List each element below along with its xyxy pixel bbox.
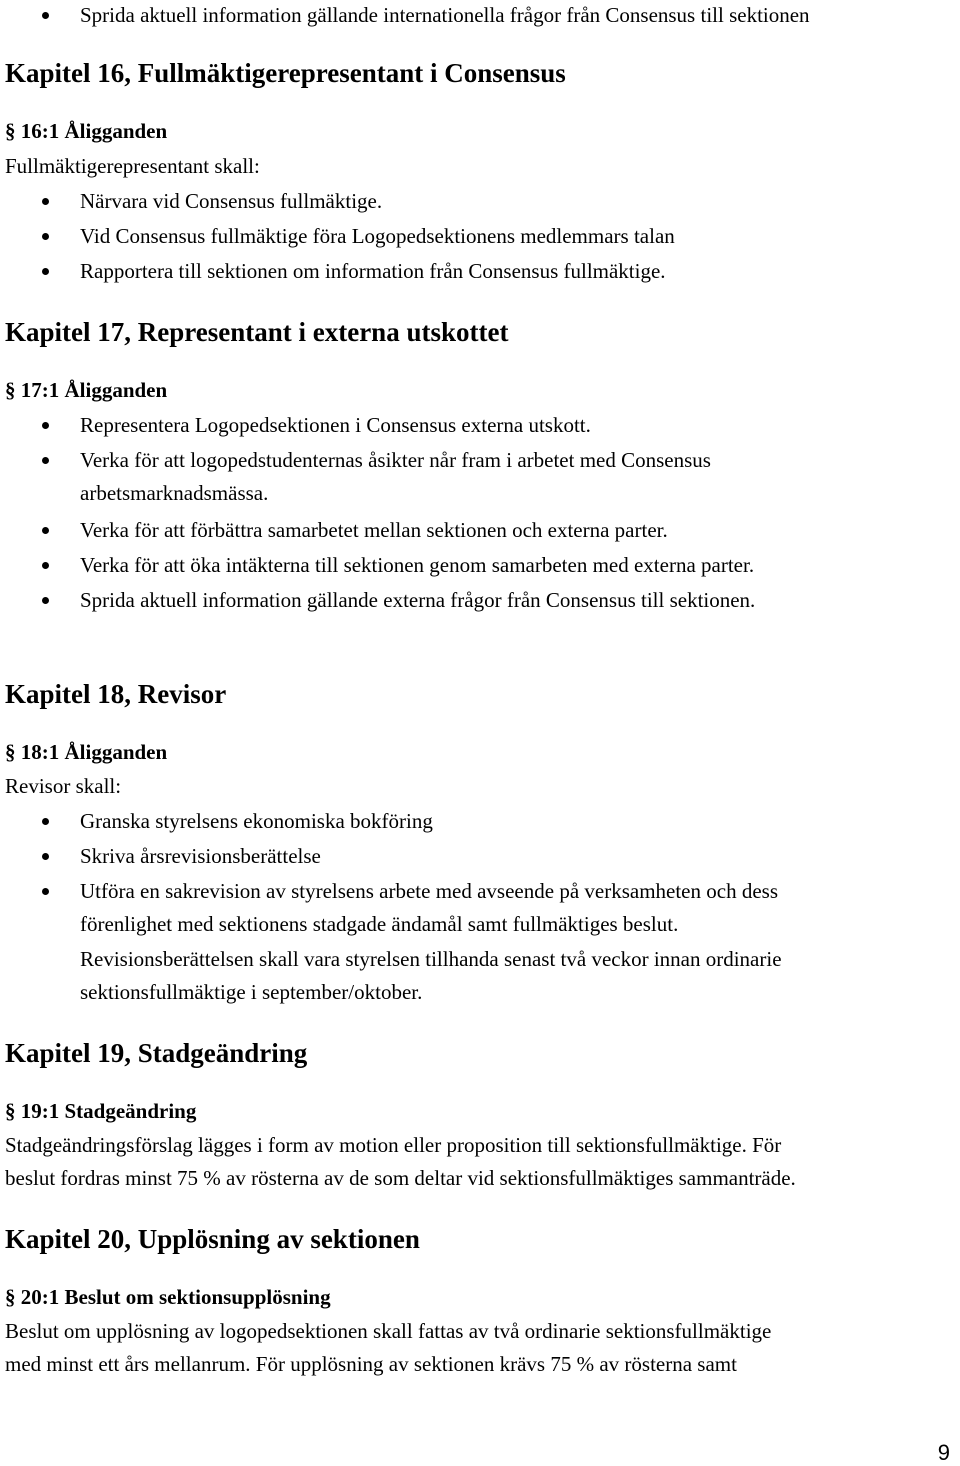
bullet-icon xyxy=(42,527,49,534)
bullet-icon xyxy=(42,597,49,604)
bullet-icon xyxy=(42,268,49,275)
chapter-19-heading: Kapitel 19, Stadgeändring xyxy=(5,1038,308,1068)
section-17-1-heading: § 17:1 Åligganden xyxy=(5,378,168,402)
section-intro: Revisor skall: xyxy=(5,774,122,798)
bullet-icon xyxy=(42,422,49,429)
bullet-icon xyxy=(42,12,49,19)
paragraph-line: med minst ett års mellanrum. För upplösning av sektionen krävs 75 % av rösterna samt xyxy=(5,1352,737,1376)
section-intro: Fullmäktigerepresentant skall: xyxy=(5,154,260,178)
paragraph-line: beslut fordras minst 75 % av rösterna av de som deltar vid sektionsfullmäktiges sammanträde. xyxy=(5,1166,796,1190)
page-number: 9 xyxy=(937,1440,950,1465)
document-page: Sprida aktuell information gällande internationella frågor från Consensus till sektionen Kapitel 16, Fullmäktigerepresentant i Consensus § 16:1 Åligganden Fullmäktigerepresentant skall: Närvara vid Consensus fullmäktige. Vid Consensus fullmäktige föra Logopedsektionens medlemmars talan Rapportera till sektionen om information från Consensus fullmäktige. Kapitel 17, Representant i externa utskottet § 17:1 Åligganden Representera Logopedsektionen i Consensus externa utskott. Verka för att logopedstudenternas åsikter når fram i arbetet med Consensus arbetsmarknadsmässa. Verka för att förbättra samarbetet mellan sektionen och externa parter. Verka för att öka intäkterna till sektionen genom samarbeten med externa parter. Sprida aktuell information gällande externa frågor från Consensus till sektionen. Kapitel 18, Revisor § 18:1 Åligganden Revisor skall: Granska styrelsens ekonomiska bokföring Skriva årsrevisionsberättelse Utföra en sakrevision av styrelsens arbete med avseende på verksamheten och dess förenlighet med sektionens stadgade ändamål samt fullmäktiges beslut. Revisionsberättelsen skall vara styrelsen tillhanda senast två veckor innan ordinarie sektionsfullmäktige i september/oktober. Kapitel 19, Stadgeändring § 19:1 Stadgeändring Stadgeändringsförslag lägges i form av motion eller proposition till sektionsfullmäktige. För beslut fordras minst 75 % av rösterna av de som deltar vid sektionsfullmäktiges sammanträde. Kapitel 20, Upplösning av sektionen § 20:1 Beslut om sektionsupplösning Beslut om upplösning av logopedsektionen skall fattas av två ordinarie sektionsfullmäktige med minst ett års mellanrum. För upplösning av sektionen krävs 75 % av rösterna samt 9 xyxy=(5,3,950,1465)
section-20-1-heading: § 20:1 Beslut om sektionsupplösning xyxy=(5,1285,331,1309)
chapter-17-heading: Kapitel 17, Representant i externa utskottet xyxy=(5,317,509,347)
chapter-20-heading: Kapitel 20, Upplösning av sektionen xyxy=(5,1224,420,1254)
bullet-icon xyxy=(42,198,49,205)
section-18-1-heading: § 18:1 Åligganden xyxy=(5,740,168,764)
paragraph-line: Beslut om upplösning av logopedsektionen skall fattas av två ordinarie sektionsfullmäktige xyxy=(5,1319,772,1343)
bullet-icon xyxy=(42,888,49,895)
chapter-16-heading: Kapitel 16, Fullmäktigerepresentant i Consensus xyxy=(5,58,566,88)
bullet-icon xyxy=(42,562,49,569)
bullet-icon xyxy=(42,457,49,464)
bullet-icon xyxy=(42,233,49,240)
bullet-icon xyxy=(42,853,49,860)
section-19-1-heading: § 19:1 Stadgeändring xyxy=(5,1099,197,1123)
section-16-1-heading: § 16:1 Åligganden xyxy=(5,119,168,143)
paragraph-line: Stadgeändringsförslag lägges i form av motion eller proposition till sektionsfullmäktige. För xyxy=(5,1133,782,1157)
chapter-18-heading: Kapitel 18, Revisor xyxy=(5,679,227,709)
bullet-icon xyxy=(42,818,49,825)
